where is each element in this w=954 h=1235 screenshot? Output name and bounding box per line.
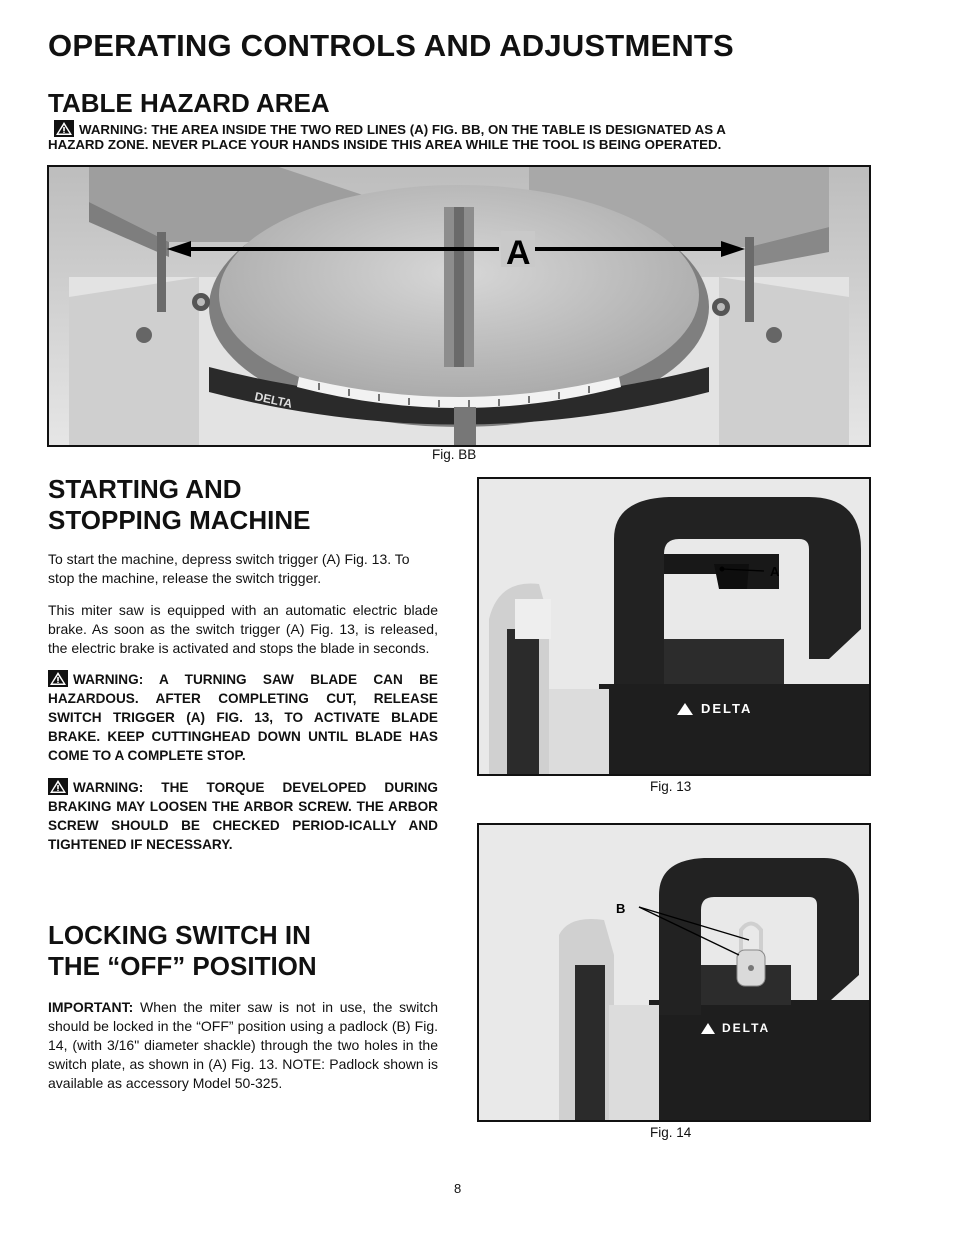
starting-para2: This miter saw is equipped with an automatic electric blade brake. As soon as the switch trigger (A) Fig. 13, is released, the electric brake is activated and stops the blade in seconds. — [48, 602, 438, 656]
starting-para1: To start the machine, depress switch trigger (A) Fig. 13. To stop the machine, release the switch trigger. — [48, 551, 410, 586]
figure-14-caption: Fig. 14 — [650, 1125, 692, 1140]
callout-label-a: A — [770, 564, 780, 579]
padlock-switch-illustration — [479, 825, 869, 1120]
warning-text-line1: WARNING: THE AREA INSIDE THE TWO RED LINES (A) FIG. BB, ON THE TABLE IS DESIGNATED AS A — [79, 122, 726, 137]
table-hazard-heading: TABLE HAZARD AREA — [48, 88, 330, 118]
locking-heading — [48, 920, 317, 982]
warning-text-line2: HAZARD ZONE. NEVER PLACE YOUR HANDS INSIDE THIS AREA WHILE THE TOOL IS BEING OPERATED. — [48, 137, 722, 152]
brand-logo: DELTA — [253, 389, 294, 411]
table-hazard-warning — [48, 120, 888, 152]
brand-logo: DELTA — [722, 1021, 771, 1035]
page-number: 8 — [454, 1181, 462, 1196]
brand-logo: DELTA — [701, 701, 753, 716]
figure-13-caption: Fig. 13 — [650, 779, 692, 794]
locking-para-text: When the miter saw is not in use, the switch should be locked in the “OFF” position using a padlock (B) Fig. 14, (with 3/16" diameter shackle) through the two holes in the switch plate, as shown in (A) Fig. 13. NOTE: Padlock shown is available as accessory Model 50-325. — [48, 999, 439, 1091]
starting-warning1 — [48, 670, 438, 765]
figure-13 — [477, 477, 871, 776]
starting-body — [48, 550, 438, 854]
locking-body — [48, 998, 438, 1093]
locking-heading-line2: THE “OFF” POSITION — [48, 951, 317, 981]
figure-bb — [47, 165, 871, 447]
figure-14 — [477, 823, 871, 1122]
switch-handle-illustration — [479, 479, 869, 774]
starting-warning1-text: WARNING: A TURNING SAW BLADE CAN BE HAZARDOUS. AFTER COMPLETING CUT, RELEASE SWITCH TRIGGER (A) FIG. 13, TO ACTIVATE BLADE BRAKE. KEEP CUTTINGHEAD DOWN UNTIL BLADE HAS COME TO A COMPLETE STOP. — [48, 672, 438, 763]
figure-bb-caption: Fig. BB — [432, 447, 477, 462]
starting-warning2 — [48, 778, 438, 854]
figure-label-a: A — [506, 234, 531, 272]
warning-icon — [48, 778, 68, 795]
starting-heading-line1: STARTING AND — [48, 474, 242, 504]
important-label: IMPORTANT: — [48, 999, 134, 1015]
starting-warning2-text: WARNING: THE TORQUE DEVELOPED DURING BRAKING MAY LOOSEN THE ARBOR SCREW. THE ARBOR SCREW SHOULD BE CHECKED PERIOD-ICALLY AND TIGHTENED IF NECESSARY. — [48, 780, 438, 852]
starting-heading-line2: STOPPING MACHINE — [48, 505, 311, 535]
miter-table-illustration — [49, 167, 869, 445]
locking-para — [48, 998, 438, 1093]
page-title: OPERATING CONTROLS AND ADJUSTMENTS — [48, 28, 734, 63]
locking-heading-line1: LOCKING SWITCH IN — [48, 920, 311, 950]
callout-label-b: B — [616, 901, 626, 916]
warning-icon — [48, 670, 68, 687]
warning-icon — [54, 120, 74, 137]
starting-heading — [48, 474, 310, 536]
